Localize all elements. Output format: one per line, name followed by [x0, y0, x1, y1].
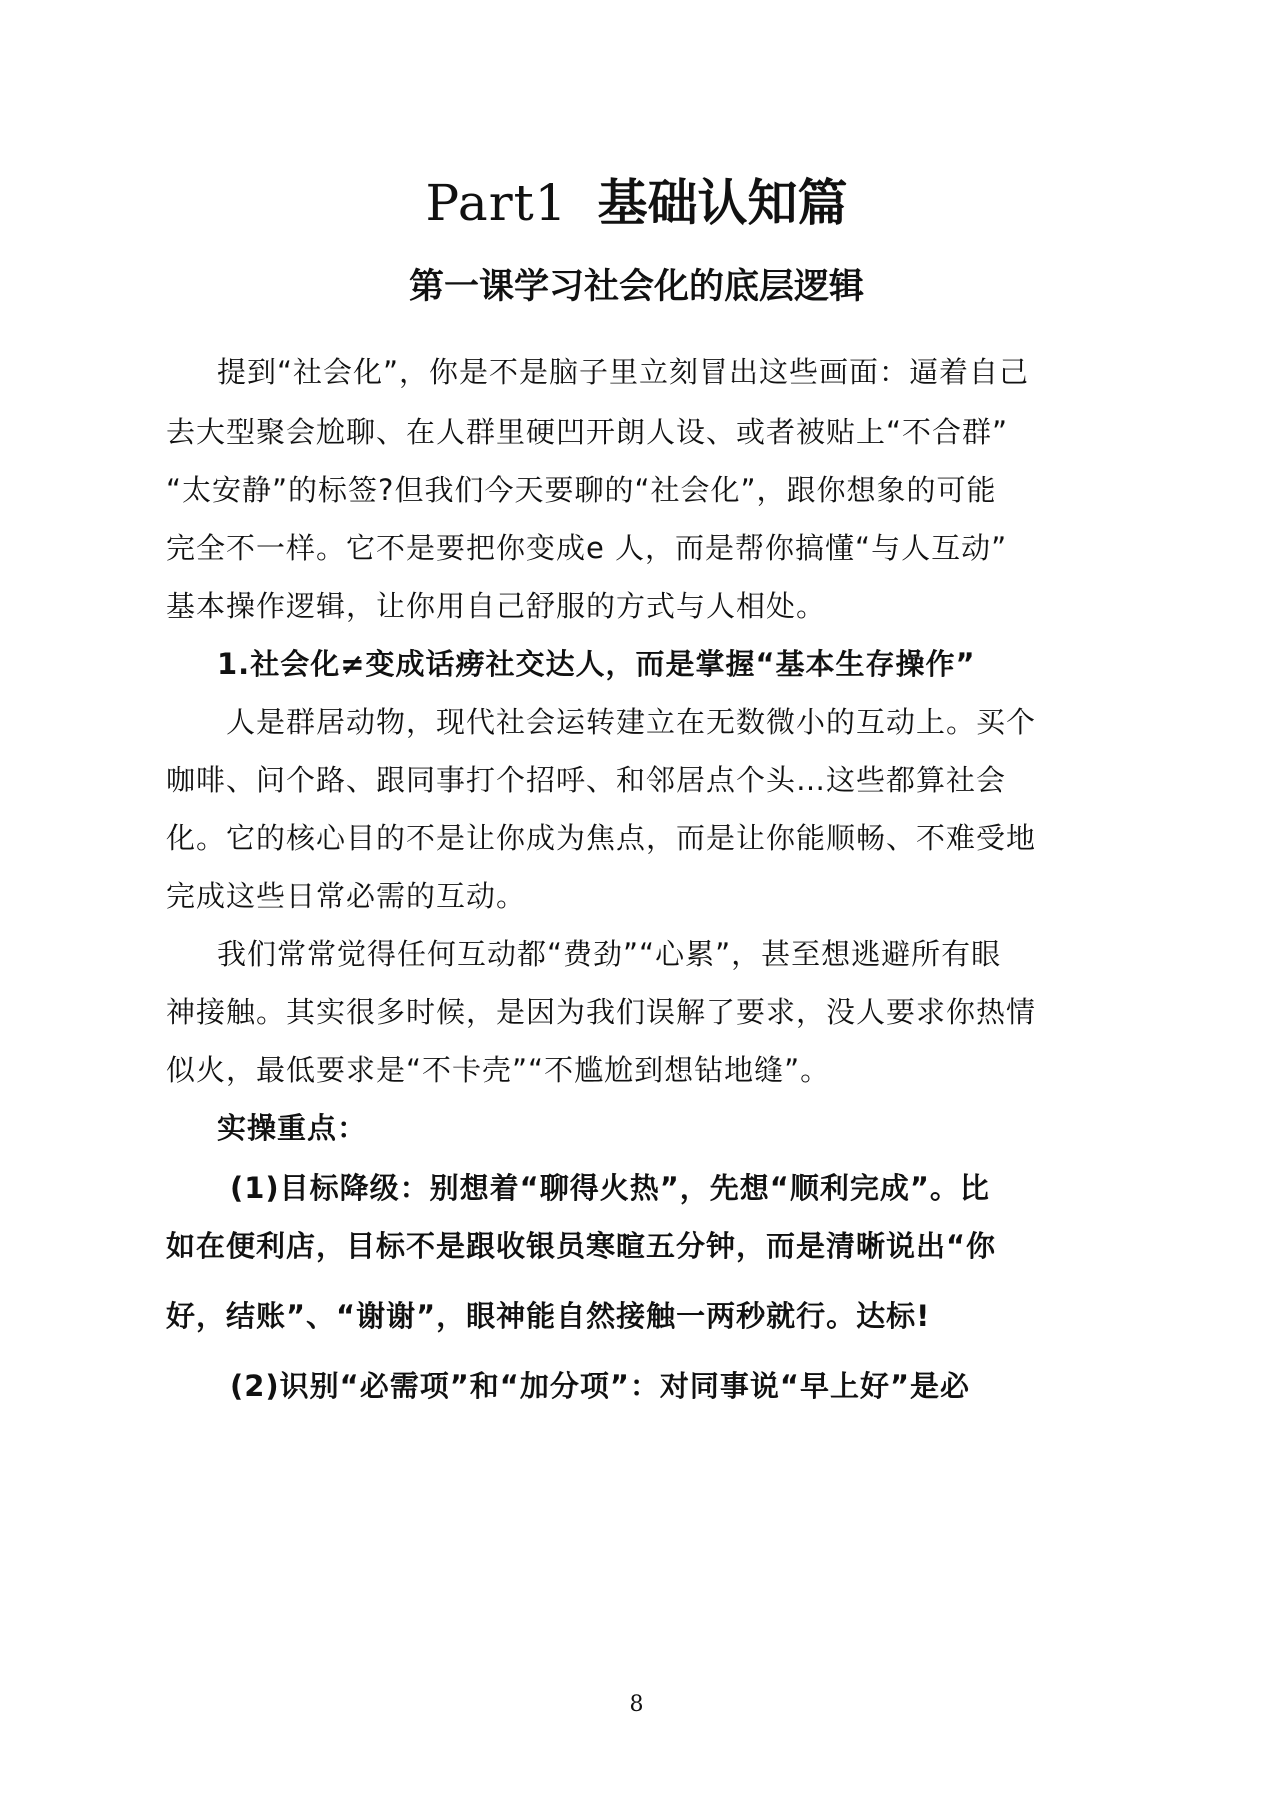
practice-point-line: (2)识别“必需项”和“加分项”：对同事说“早上好”是必 [230, 1369, 971, 1403]
paragraph-line: 咖啡、问个路、跟同事打个招呼、和邻居点个头…这些都算社会 [166, 763, 1007, 797]
paragraph-line: 化。它的核心目的不是让你成为焦点，而是让你能顺畅、不难受地 [166, 821, 1037, 855]
lesson-title: 第一课学习社会化的底层逻辑 [408, 267, 864, 307]
paragraph-line: 基本操作逻辑，让你用自己舒服的方式与人相处。 [166, 589, 827, 623]
part-title [0, 168, 1273, 238]
paragraph-line: 提到“社会化”，你是不是脑子里立刻冒出这些画面：逼着自己 [217, 355, 1030, 389]
paragraph-line: 我们常常觉得任何互动都“费劲”“心累”，甚至想逃避所有眼 [217, 937, 1002, 971]
subheading-practice-points: 实操重点： [217, 1111, 368, 1145]
part-label: Part1 [425, 174, 568, 232]
page-number: 8 [629, 1692, 644, 1717]
practice-point-line: 好，结账”、“谢谢”，眼神能自然接触一两秒就行。达标! [166, 1299, 931, 1333]
section-heading: 1.社会化≠变成话痨社交达人，而是掌握“基本生存操作” [217, 647, 976, 681]
practice-point-line: 如在便利店，目标不是跟收银员寒暄五分钟，而是清晰说出“你 [166, 1229, 997, 1263]
paragraph-line: 去大型聚会尬聊、在人群里硬凹开朗人设、或者被贴上“不合群” [166, 415, 1009, 449]
paragraph-line: “太安静”的标签?但我们今天要聊的“社会化”，跟你想象的可能 [166, 473, 997, 507]
paragraph-line: 人是群居动物，现代社会运转建立在无数微小的互动上。买个 [226, 705, 1037, 739]
paragraph-line: 似火，最低要求是“不卡壳”“不尴尬到想钻地缝”。 [166, 1053, 831, 1087]
paragraph-line: 完全不一样。它不是要把你变成e 人，而是帮你搞懂“与人互动” [166, 531, 1008, 565]
practice-point-line: (1)目标降级：别想着“聊得火热”，先想“顺利完成”。比 [230, 1171, 990, 1205]
paragraph-line: 完成这些日常必需的互动。 [166, 879, 527, 913]
part-name: 基础认知篇 [597, 174, 848, 232]
paragraph-line: 神接触。其实很多时候，是因为我们误解了要求，没人要求你热情 [166, 995, 1037, 1029]
